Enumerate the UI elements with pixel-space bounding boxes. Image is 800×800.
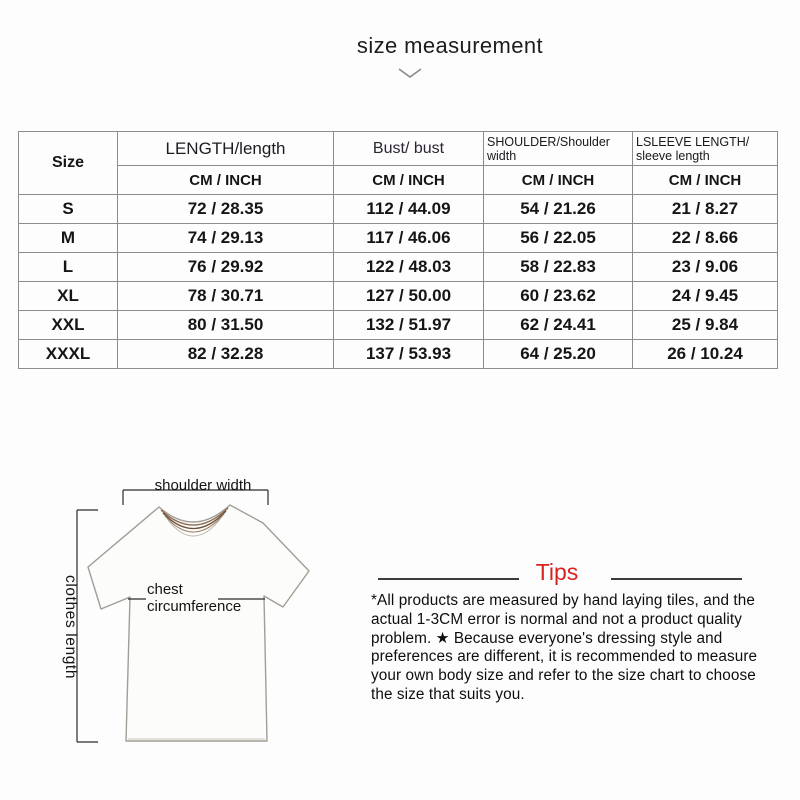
table-row-xxxl [19, 340, 778, 369]
size-column-header: Size [19, 132, 118, 195]
bust-cell: 132 / 51.97 [334, 311, 484, 340]
sleeve-cell: 24 / 9.45 [633, 282, 778, 311]
size-cell: M [19, 224, 118, 253]
size-chart-table [18, 131, 778, 369]
chevron-down-icon [397, 67, 423, 80]
length-cell: 78 / 30.71 [118, 282, 334, 311]
table-row-s [19, 195, 778, 224]
length-cell: 82 / 32.28 [118, 340, 334, 369]
tshirt-measurement-diagram [40, 455, 370, 755]
shoulder-unit-header: CM / INCH [484, 166, 633, 195]
table-row-m [19, 224, 778, 253]
bust-cell: 112 / 44.09 [334, 195, 484, 224]
table-row-xxl [19, 311, 778, 340]
shoulder-cell: 60 / 23.62 [484, 282, 633, 311]
shoulder-column-header: SHOULDER/Shoulder width [484, 132, 633, 166]
clothes-length-label: clothes length [62, 574, 79, 680]
size-cell: XL [19, 282, 118, 311]
length-cell: 74 / 29.13 [118, 224, 334, 253]
chest-circumference-label [147, 581, 241, 615]
bust-cell: 117 / 46.06 [334, 224, 484, 253]
length-column-header: LENGTH/length [118, 132, 334, 166]
chest-label-line2: circumference [147, 598, 242, 615]
size-cell: L [19, 253, 118, 282]
table-header-row-units [19, 166, 778, 195]
shoulder-cell: 56 / 22.05 [484, 224, 633, 253]
clothes-length-line [77, 510, 98, 742]
bust-unit-header: CM / INCH [334, 166, 484, 195]
sleeve-cell: 23 / 9.06 [633, 253, 778, 282]
shoulder-cell: 58 / 22.83 [484, 253, 633, 282]
sleeve-unit-header: CM / INCH [633, 166, 778, 195]
size-cell: XXXL [19, 340, 118, 369]
sleeve-column-header: LSLEEVE LENGTH/ sleeve length [633, 132, 778, 166]
shoulder-cell: 54 / 21.26 [484, 195, 633, 224]
page-title: size measurement [356, 33, 544, 58]
shoulder-cell: 64 / 25.20 [484, 340, 633, 369]
chest-label-line1: chest [147, 581, 183, 598]
sleeve-cell: 26 / 10.24 [633, 340, 778, 369]
bust-cell: 127 / 50.00 [334, 282, 484, 311]
table-header-row-labels [19, 132, 778, 166]
sleeve-cell: 22 / 8.66 [633, 224, 778, 253]
length-cell: 76 / 29.92 [118, 253, 334, 282]
tips-divider-right [611, 578, 742, 580]
length-cell: 80 / 31.50 [118, 311, 334, 340]
length-unit-header: CM / INCH [118, 166, 334, 195]
tips-title: Tips [535, 559, 579, 585]
shoulder-cell: 62 / 24.41 [484, 311, 633, 340]
size-cell: XXL [19, 311, 118, 340]
bust-cell: 122 / 48.03 [334, 253, 484, 282]
table-row-xl [19, 282, 778, 311]
size-cell: S [19, 195, 118, 224]
shoulder-width-label: shoulder width [154, 477, 252, 494]
length-cell: 72 / 28.35 [118, 195, 334, 224]
tips-body-text: *All products are measured by hand laying tiles, and the actual 1-3CM error is normal and not a product quality problem. ★ Because everyone's dressing style and preferences are different, it is recommended to measure your own body size and refer to the size chart to choose the size that suits you. [371, 592, 758, 703]
tshirt-outline [88, 505, 309, 741]
bust-cell: 137 / 53.93 [334, 340, 484, 369]
table-row-l [19, 253, 778, 282]
bust-column-header: Bust/ bust [334, 132, 484, 166]
sleeve-cell: 21 / 8.27 [633, 195, 778, 224]
sleeve-cell: 25 / 9.84 [633, 311, 778, 340]
tips-divider-left [378, 578, 519, 580]
